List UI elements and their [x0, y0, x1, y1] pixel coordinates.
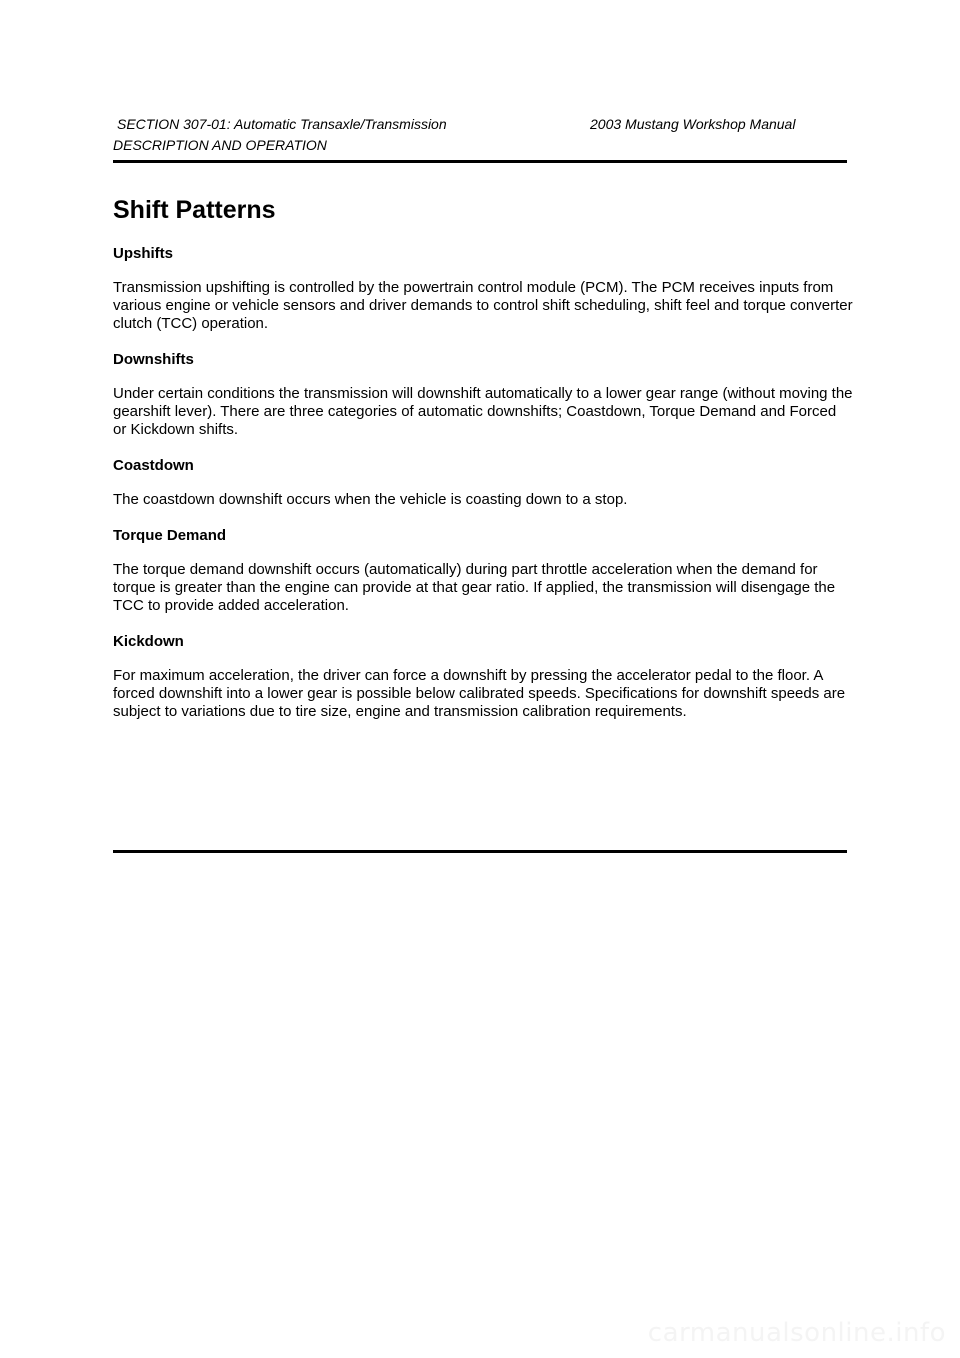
paragraph-kickdown: For maximum acceleration, the driver can force a downshift by pressing the accelerator pedal to the floor. A forced downshift into a lower gear is possible below calibrated speeds. Specifications for downshift speeds are subject to variations due to tire size, engine and transmission calibration requirements. [113, 667, 846, 720]
header-manual-title: 2003 Mustang Workshop Manual [590, 116, 796, 132]
paragraph-downshifts: Under certain conditions the transmission will downshift automatically to a lower gear range (without moving the gearshift lever). There are three categories of automatic downshifts; Coastdown, Torque Demand and Forced or Kickdown shifts. [113, 385, 853, 438]
header-line [113, 116, 847, 134]
heading-kickdown: Kickdown [113, 633, 184, 650]
header-section-title: SECTION 307-01: Automatic Transaxle/Transmission [117, 116, 447, 132]
page-title: Shift Patterns [113, 196, 276, 224]
paragraph-coastdown: The coastdown downshift occurs when the vehicle is coasting down to a stop. [113, 491, 628, 508]
watermark: carmanualsonline.info [647, 1318, 946, 1348]
paragraph-upshifts: Transmission upshifting is controlled by the powertrain control module (PCM). The PCM receives inputs from various engine or vehicle sensors and driver demands to control shift scheduling, shift feel and torque converter clutch (TCC) operation. [113, 279, 853, 332]
heading-downshifts: Downshifts [113, 351, 194, 368]
heading-upshifts: Upshifts [113, 245, 173, 262]
header-divider [113, 160, 847, 163]
heading-coastdown: Coastdown [113, 457, 194, 474]
page-header [113, 116, 847, 153]
heading-torque-demand: Torque Demand [113, 527, 227, 544]
header-subtitle: DESCRIPTION AND OPERATION [113, 137, 327, 153]
paragraph-torque-demand: The torque demand downshift occurs (automatically) during part throttle acceleration when the demand for torque is greater than the engine can provide at that gear ratio. If applied, the transmission will disengage the TCC to provide added acceleration. [113, 561, 836, 614]
document-body [113, 193, 853, 721]
footer-divider [113, 850, 847, 853]
